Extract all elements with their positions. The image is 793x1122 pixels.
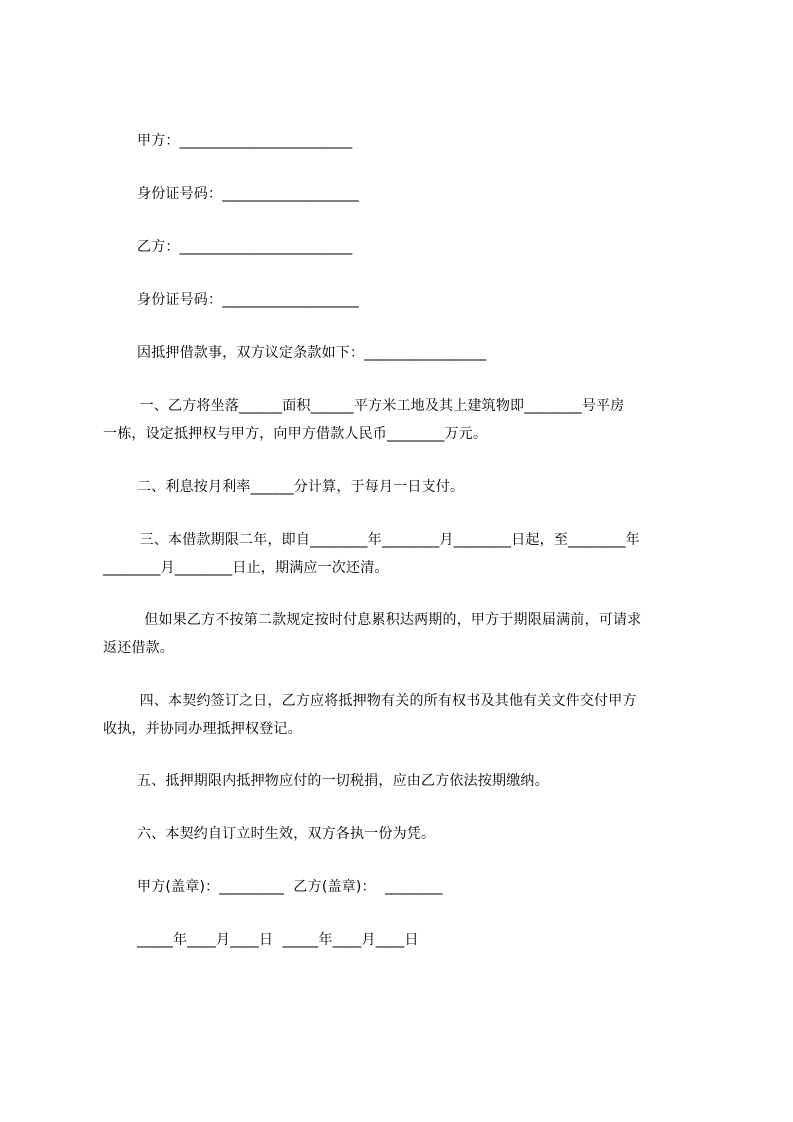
clause-4-line-2: 收执，并协同办理抵押权登记。 [103,721,302,737]
party-a-line: 甲方：________________________ [137,133,353,149]
clause-1-line-2: 一栋，设定抵押权与甲方，向甲方借款人民币________万元。 [103,426,488,442]
clause-1 [103,392,703,448]
clause-3-line-2: ________月________日止，期满应一次还清。 [103,560,389,576]
clause-3-note-line-1: 但如果乙方不按第二款规定按时付息累积达两期的，甲方于期限届满前，可请求 [135,612,642,628]
clause-3 [103,526,703,582]
party-b-line: 乙方：________________________ [137,239,353,255]
clause-5: 五、抵押期限内抵押物应付的一切税捐，应由乙方依法按期缴纳。 [137,773,549,789]
clause-3-note-line-2: 返还借款。 [103,640,174,656]
clause-3-note [103,606,703,662]
signature-line: 甲方(盖章)：_________ 乙方(盖章)： ________ [137,879,443,895]
clause-4-line-1: 四、本契约签订之日，乙方应将抵押物有关的所有权书及其他有关文件交付甲方 [135,693,637,709]
party-b-id-line: 身份证号码：___________________ [137,292,359,308]
clause-2: 二、利息按月利率______分计算，于每月一日支付。 [137,479,465,495]
clause-1-line-1: 一、乙方将坐落______面积______平方米工地及其上建筑物即________号平房 [135,398,625,414]
date-line: _____年____月____日 _____年____月____日 [137,932,419,948]
clause-3-line-1: 三、本借款期限二年，即自________年________月________日起，至________年 [135,532,640,548]
intro-line: 因抵押借款事，双方议定条款如下：_________________ [137,345,487,361]
clause-4 [103,687,703,743]
clause-6: 六、本契约自订立时生效，双方各执一份为凭。 [137,826,436,842]
party-a-id-line: 身份证号码：___________________ [137,186,359,202]
